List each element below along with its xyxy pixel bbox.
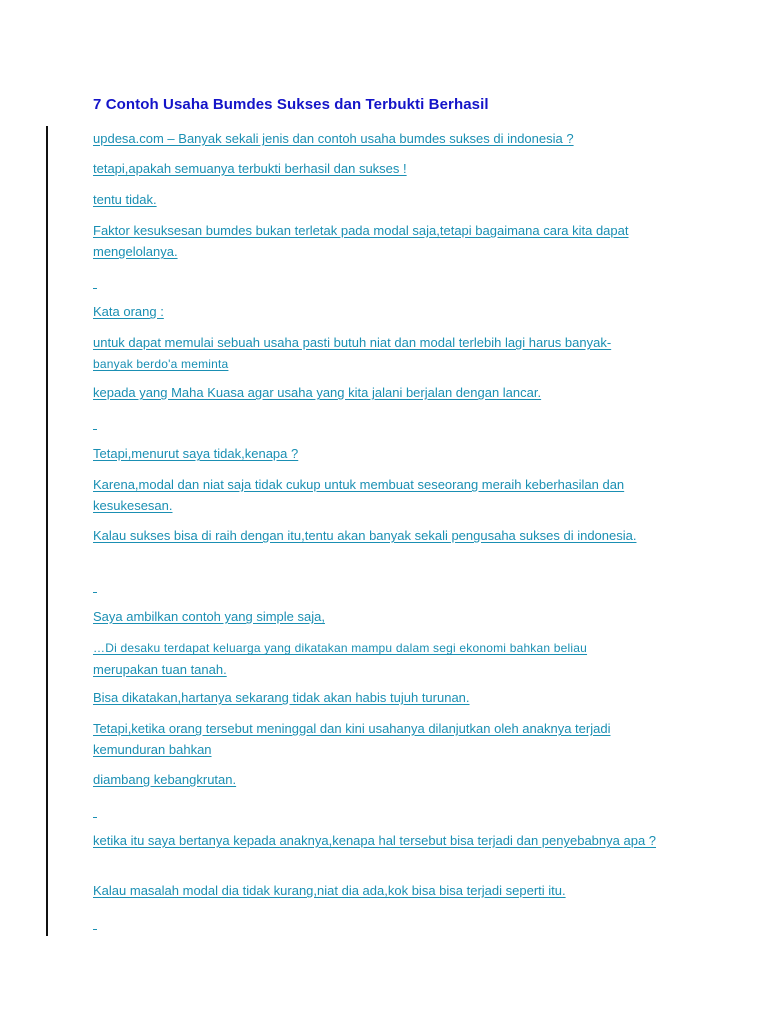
spacer-dash (93, 288, 97, 289)
paragraph-link[interactable]: Kalau masalah modal dia tidak kurang,niat dia ada,kok bisa bisa terjadi seperti itu. (93, 883, 566, 898)
paragraph-link[interactable]: Tetapi,ketika orang tersebut meninggal dan kini usahanya dilanjutkan oleh anaknya terjadi kemunduran bahkan (93, 721, 611, 757)
spacer-dash (93, 929, 97, 930)
paragraph-link[interactable] (93, 332, 683, 375)
paragraph-link[interactable]: Faktor kesuksesan bumdes bukan terletak pada modal saja,tetapi bagaimana cara kita dapat mengelolanya. (93, 223, 629, 259)
paragraph-link[interactable]: tentu tidak. (93, 192, 157, 207)
paragraph-link[interactable]: diambang kebangkrutan. (93, 772, 237, 787)
spacer-dash (93, 429, 97, 430)
spacer-dash (93, 817, 97, 818)
paragraph-line: merupakan tuan tanah. (93, 662, 227, 677)
paragraph-link[interactable]: Saya ambilkan contoh yang simple saja, (93, 609, 325, 624)
paragraph-link[interactable]: Kata orang : (93, 304, 164, 319)
paragraph-line: untuk dapat memulai sebuah usaha pasti butuh niat dan modal terlebih lagi harus banyak- (93, 335, 612, 350)
paragraph-link[interactable]: Bisa dikatakan,hartanya sekarang tidak akan habis tujuh turunan. (93, 690, 470, 705)
paragraph-link[interactable]: updesa.com – Banyak sekali jenis dan contoh usaha bumdes sukses di indonesia ? (93, 131, 574, 146)
paragraph-link[interactable] (93, 637, 683, 680)
paragraph-link[interactable]: ketika itu saya bertanya kepada anaknya,kenapa hal tersebut bisa terjadi dan penyebabnya apa ? (93, 833, 657, 848)
paragraph-link[interactable]: kepada yang Maha Kuasa agar usaha yang kita jalani berjalan dengan lancar. (93, 385, 542, 400)
paragraph-link[interactable]: Karena,modal dan niat saja tidak cukup untuk membuat seseorang meraih keberhasilan dan kesukesesan. (93, 477, 625, 513)
paragraph-line: banyak berdo'a meminta (93, 357, 229, 371)
paragraph-link[interactable]: Kalau sukses bisa di raih dengan itu,tentu akan banyak sekali pengusaha sukses di indonesia. (93, 528, 637, 543)
paragraph-link[interactable]: tetapi,apakah semuanya terbukti berhasil dan sukses ! (93, 161, 407, 176)
paragraph-line: …Di desaku terdapat keluarga yang dikatakan mampu dalam segi ekonomi bahkan beliau (93, 641, 588, 655)
paragraph-link[interactable]: Tetapi,menurut saya tidak,kenapa ? (93, 446, 299, 461)
article-title: 7 Contoh Usaha Bumdes Sukses dan Terbukti Berhasil (93, 96, 489, 113)
spacer-dash (93, 592, 97, 593)
margin-bar (46, 126, 48, 936)
